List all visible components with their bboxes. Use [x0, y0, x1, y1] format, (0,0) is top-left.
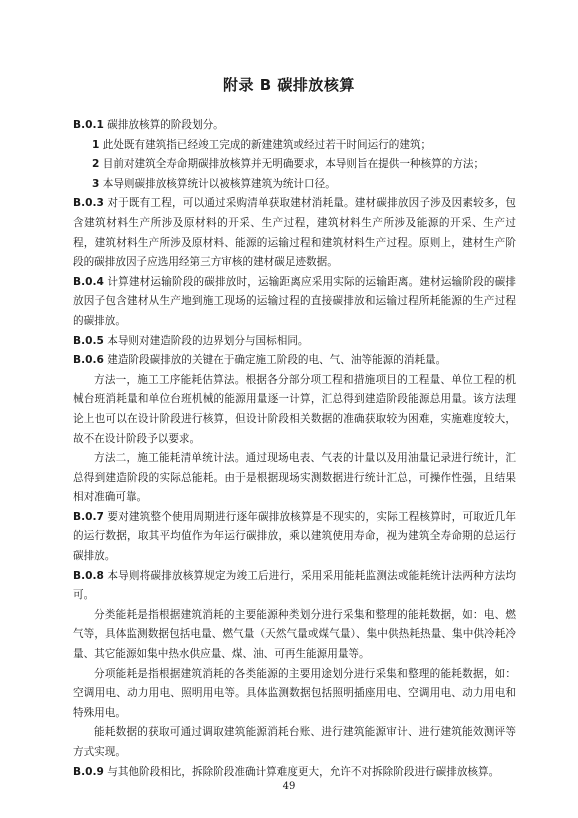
- page-number: 49: [282, 781, 296, 792]
- clause-b08: B.0.8 本导则将碳排放核算规定为竣工后进行，采用采用能耗监测法或能耗统计法两种方法均可。: [73, 569, 516, 602]
- document-body: [73, 116, 516, 782]
- clause-b08-itemized-energy: 分项能耗是指根据建筑消耗的各类能源的主要用途划分进行采集和整理的能耗数据，如：空调用电、动力用电、照明用电等。具体监测数据包括照明插座用电、空调用电、动力用电和特殊用电。: [73, 667, 516, 719]
- clause-b06-method-2: 方法二，施工能耗清单统计法。通过现场电表、气表的计量以及用油量记录进行统计，汇总得到建造阶段的实际总能耗。由于是根据现场实测数据进行统计汇总，可操作性强，且结果相对准确可靠。: [73, 452, 516, 504]
- clause-b01-item-1: 1 此处既有建筑指已经竣工完成的新建建筑或经过若干时间运行的建筑；: [92, 138, 432, 151]
- clause-b01-item-3: 3 本导则碳排放核算统计以被核算建筑为统计口径。: [92, 177, 336, 190]
- clause-b01-item-2: 2 目前对建筑全寿命期碳排放核算并无明确要求，本导则旨在提供一种核算的方法；: [92, 158, 485, 171]
- clause-b01: B.0.1 碳排放核算的阶段划分。: [73, 119, 224, 131]
- clause-b06: B.0.6 建造阶段碳排放的关键在于确定施工阶段的电、气、油等能源的消耗量。: [73, 354, 447, 367]
- clause-b06-method-1: 方法一，施工工序能耗估算法。根据各分部分项工程和措施项目的工程量、单位工程的机械台班消耗量和单位台班机械的能源用量逐一计算，汇总得到建造阶段能源总用量。该方法理论上也可以在设计阶段进行核算，但设计阶段相关数据的准确获取较为困难，实施难度较大，故不在设计阶段予以要求。: [73, 373, 516, 445]
- clause-b08-data-acquisition: 能耗数据的获取可通过调取建筑能源消耗台账、进行建筑能源审计、进行建筑能效测评等方式实现。: [73, 726, 516, 758]
- clause-b07: B.0.7 要对建筑整个使用周期进行逐年碳排放核算是不现实的，实际工程核算时，可取近几年的运行数据，取其平均值作为年运行碳排放，乘以建筑使用寿命，视为建筑全寿命期的总运行碳排放。: [73, 510, 516, 563]
- clause-b04: B.0.4 计算建材运输阶段的碳排放时，运输距离应采用实际的运输距离。建材运输阶段的碳排放因子包含建材从生产地到施工现场的运输过程的直接碳排放和运输过程所耗能源的生产过程的碳排放。: [73, 275, 516, 327]
- clause-b09: B.0.9 与其他阶段相比，拆除阶段准确计算难度更大，允许不对拆除阶段进行碳排放核算。: [73, 765, 500, 778]
- clause-b08-category-energy: 分类能耗是指根据建筑消耗的主要能源种类划分进行采集和整理的能耗数据，如：电、燃气等，具体监测数据包括电量、燃气量（天然气量或煤气量）、集中供热耗热量、集中供冷耗冷量、其它能源如集中热水供应量、煤、油、可再生能源用量等。: [73, 608, 516, 661]
- clause-b05: B.0.5 本导则对建造阶段的边界划分与国标相同。: [73, 334, 309, 347]
- page-title: 附录 B 碳排放核算: [223, 76, 355, 94]
- clause-b03: B.0.3 对于既有工程，可以通过采购清单获取建材消耗量。建材碳排放因子涉及因素较多，包含建筑材料生产所涉及原材料的开采、生产过程，建筑材料生产所涉及能源的开采、生产过程，建筑材料生产所涉及原材料、能源的运输过程和建筑材料生产过程。原则上，建材生产阶段的碳排放因子应选用经第三方审核的建材碳足迹数据。: [73, 197, 516, 269]
